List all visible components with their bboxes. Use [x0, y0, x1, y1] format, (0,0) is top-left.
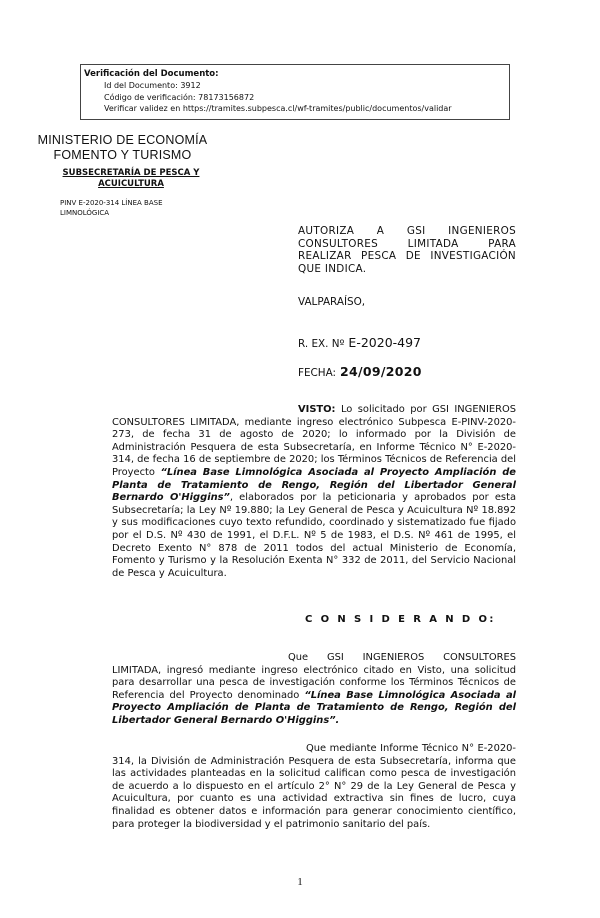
- visto-paragraph: [112, 404, 516, 580]
- reference-line-2: LIMNOLÓGICA: [60, 208, 110, 217]
- subject-line-4: QUE INDICA.: [298, 262, 367, 275]
- subsecretaria-name: [42, 168, 220, 190]
- reference-code: [60, 199, 220, 218]
- verification-title: Verificación del Documento:: [84, 69, 219, 79]
- verification-item-id: • Id del Documento: 3912: [104, 80, 508, 92]
- considerando-heading: C O N S I D E R A N D O:: [305, 614, 496, 625]
- verification-item-url: • Verificar validez en https://tramites.subpesca.cl/wf-tramites/public/documentos/validar: [104, 103, 508, 115]
- rex-number: E-2020-497: [348, 335, 422, 350]
- ministry-line-1: MINISTERIO DE ECONOMÍA: [37, 133, 208, 147]
- subject-line-2: CONSULTORES LIMITADA PARA: [298, 237, 516, 250]
- reference-line-1: PINV E-2020-314 LÍNEA BASE: [60, 199, 163, 207]
- subject-line-1: AUTORIZA A GSI INGENIEROS: [298, 225, 516, 237]
- resolution-number: [298, 335, 421, 350]
- subsecretaria-line-1: SUBSECRETARÍA DE PESCA Y: [62, 168, 200, 178]
- resolution-subject: [298, 225, 516, 275]
- considerando-paragraph-2: Que mediante Informe Técnico N° E-2020-314, la División de Administración Pesquera de esta Subsecretaría, informa que las actividades planteadas en la solicitud califican como pesca de investigación de acuerdo a lo dispuesto en el artículo 2° N° 29 de la Ley General de Pesca y Acuicultura, por cuanto es una actividad extractiva sin fines de lucro, cuya finalidad es obtener datos e información para generar conocimiento científico, para proteger la biodiversidad y el patrimonio sanitario del país.: [112, 743, 516, 830]
- p1-project-title: “Línea Base Limnológica Asociada al Proyecto Ampliación de Planta de Tratamiento de Rengo, Región del Libertador General Bernardo O'Higgins”.: [112, 689, 516, 726]
- ministry-name: [30, 133, 215, 163]
- visto-text-b: , elaborados por la peticionaria y aprobados por esta Subsecretaría; la Ley Nº 19.880; la Ley General de Pesca y Acuicultura Nº 18.892 y sus modificaciones cuyo texto refundido, coordinado y sistematizado fue fijado por el D.S. Nº 430 de 1991, el D.F.L. Nº 5 de 1983, el D.S. Nº 461 de 1995, el Decreto Exento N° 878 de 2011 todos del actual Ministerio de Economía, Fomento y Turismo y la Resolución Exenta N° 332 de 2011, del Servicio Nacional de Pesca y Acuicultura.: [112, 492, 517, 579]
- date-label: FECHA:: [298, 367, 337, 379]
- visto-project-title: “Línea Base Limnológica Asociada al Proyecto Ampliación de Planta de Tratamiento de Rengo, Región del Libertador General Bernardo O'Higgins”: [112, 466, 516, 504]
- rex-label: R. EX. Nº: [298, 338, 345, 350]
- subject-line-3: REALIZAR PESCA DE INVESTIGACIÓN: [298, 250, 516, 262]
- visto-text-a: Lo solicitado por GSI INGENIEROS CONSULTORES LIMITADA, mediante ingreso electrónico Subpesca E-PINV-2020-273, de fecha 31 de agosto de 2020; lo informado por la División de Administración Pesquera de esta Subsecretaría, en Informe Técnico N° E-2020-314, de fecha 16 de septiembre de 2020; los Términos Técnicos de Referencia del Proyecto: [112, 404, 516, 478]
- ministry-line-2: FOMENTO Y TURISMO: [53, 148, 192, 162]
- date-value: 24/09/2020: [340, 364, 422, 379]
- place: VALPARAÍSO,: [298, 296, 366, 308]
- considerando-paragraph-1: [112, 652, 516, 728]
- resolution-date: [298, 364, 422, 379]
- p1-text: Que GSI INGENIEROS CONSULTORES LIMITADA, ingresó mediante ingreso electrónico citado en Visto, una solicitud para desarrollar una pesca de investigación conforme los Términos Técnicos de Referencia del Proyecto denominado: [112, 652, 516, 701]
- verification-item-code: • Código de verificación: 78173156872: [104, 92, 508, 104]
- visto-label: VISTO:: [298, 404, 336, 415]
- page-number: 1: [297, 876, 303, 888]
- verification-list: [104, 80, 508, 115]
- subsecretaria-line-2: ACUICULTURA: [98, 179, 164, 189]
